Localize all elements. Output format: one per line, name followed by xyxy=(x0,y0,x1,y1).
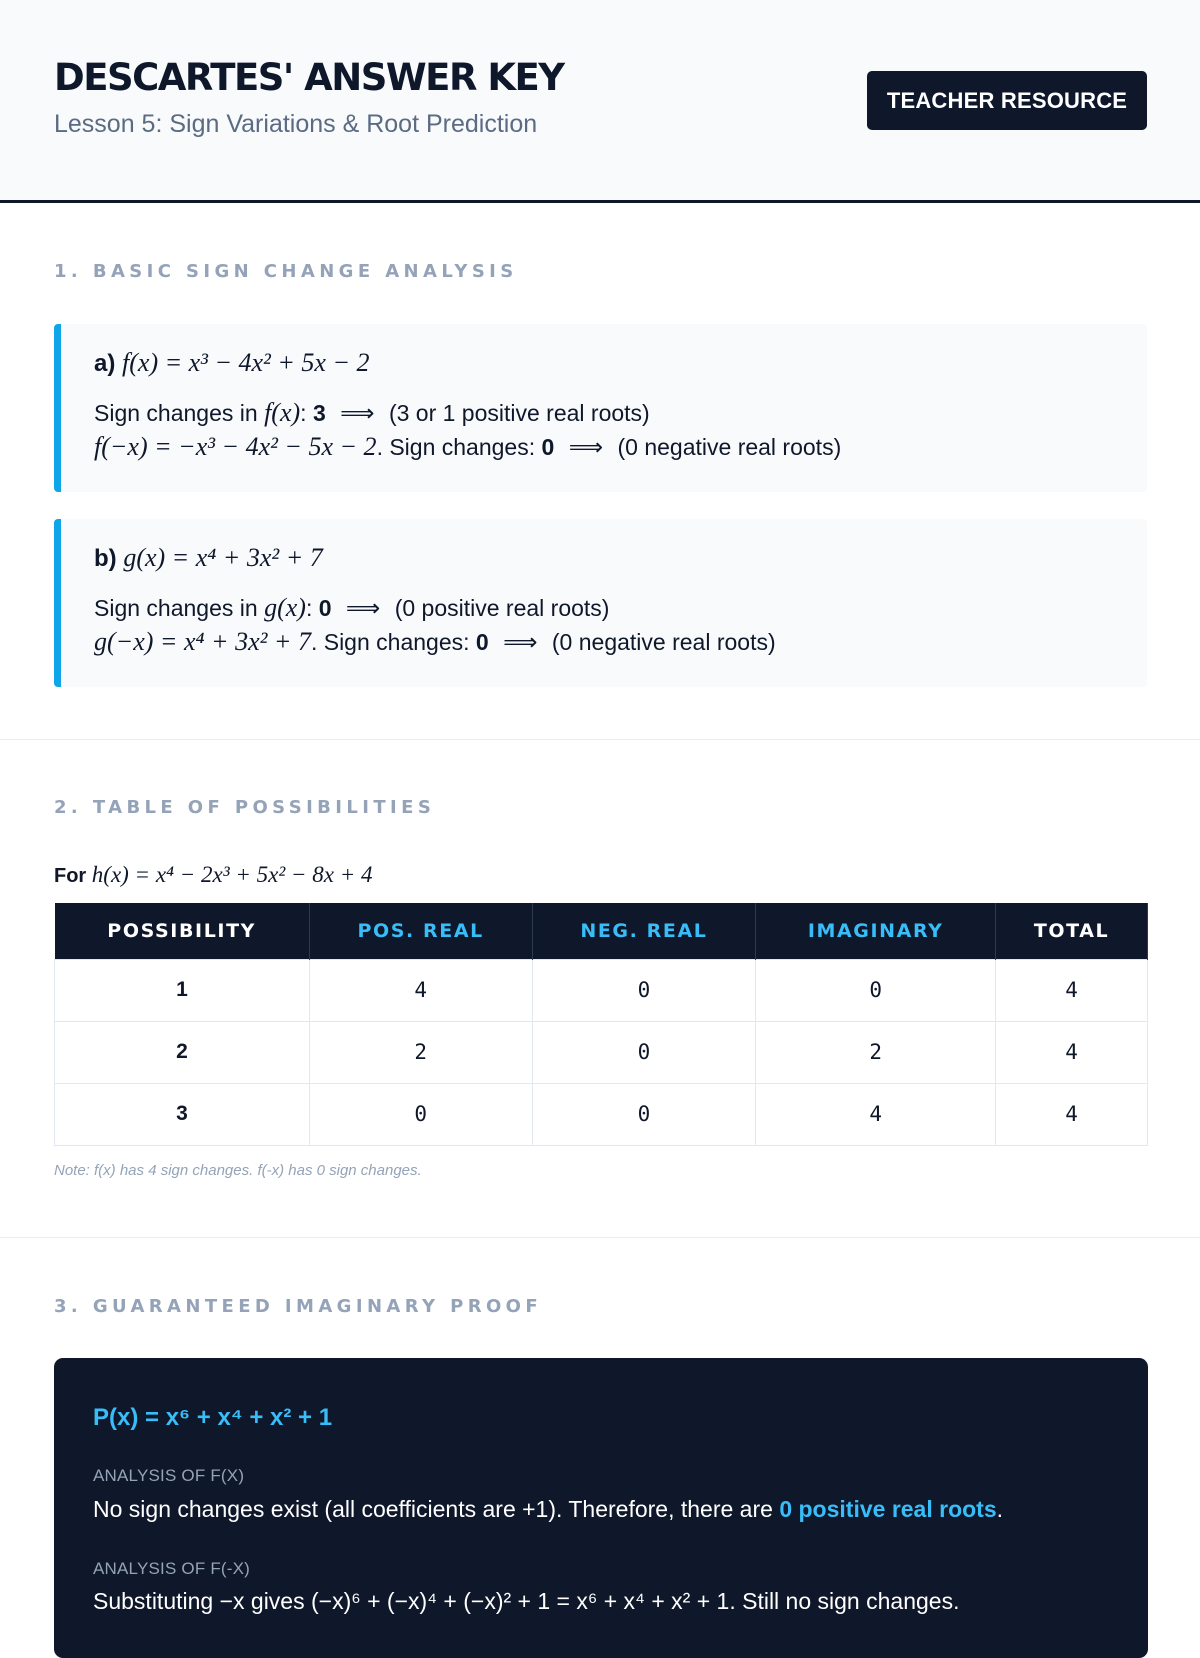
table-cell: 0 xyxy=(532,959,756,1021)
implies-arrow-icon: ⟹ xyxy=(568,433,604,461)
problem-card-b xyxy=(54,519,1147,687)
header xyxy=(0,0,1200,203)
table-row xyxy=(55,1083,1148,1145)
proof-card xyxy=(54,1358,1148,1658)
table-function: h(x) = x⁴ − 2x³ + 5x² − 8x + 4 xyxy=(91,862,373,887)
problem-b-neg-expr: g(−x) = x⁴ + 3x² + 7 xyxy=(94,627,311,656)
section-2-heading: 2. TABLE OF POSSIBILITIES xyxy=(54,797,436,818)
table-row xyxy=(55,959,1148,1021)
table-cell: 3 xyxy=(55,1083,310,1145)
problem-b-statement xyxy=(94,543,323,573)
for-label: For xyxy=(54,865,87,887)
problem-b-pos-fn: g(x) xyxy=(264,593,306,622)
analysis-neg-label: ANALYSIS OF F(-X) xyxy=(93,1559,251,1578)
table-row xyxy=(55,1021,1148,1083)
problem-a-pos-fn: f(x) xyxy=(264,398,301,427)
analysis-pos-label: ANALYSIS OF F(X) xyxy=(93,1466,245,1485)
problem-a-function: f(x) = x³ − 4x² + 5x − 2 xyxy=(122,348,370,377)
problem-a-pos-result: (3 or 1 positive real roots) xyxy=(388,400,650,426)
table-cell: 1 xyxy=(55,959,310,1021)
analysis-pos-end: . xyxy=(996,1496,1004,1522)
problem-b-neg-result: (0 negative real roots) xyxy=(551,629,776,655)
table-header-row xyxy=(55,903,1148,959)
problem-b-neg-prefix: . Sign changes: xyxy=(310,629,470,655)
column-header: TOTAL xyxy=(996,903,1148,959)
table-cell: 2 xyxy=(55,1021,310,1083)
table-cell: 4 xyxy=(996,1021,1148,1083)
possibilities-table xyxy=(54,903,1148,1146)
implies-arrow-icon: ⟹ xyxy=(503,628,538,656)
section-divider xyxy=(0,739,1200,740)
problem-b-label: b) xyxy=(94,545,117,572)
column-header: NEG. REAL xyxy=(532,903,756,959)
table-cell: 0 xyxy=(756,959,996,1021)
problem-b-negative-line xyxy=(94,627,776,657)
analysis-pos-text xyxy=(93,1496,1003,1523)
teacher-resource-badge: TEACHER RESOURCE xyxy=(867,71,1147,130)
page-subtitle: Lesson 5: Sign Variations & Root Prediction xyxy=(54,110,538,138)
analysis-neg-text: Substituting −x gives (−x)⁶ + (−x)⁴ + (−x)² + 1 = x⁶ + x⁴ + x² + 1. Still no sign changes. xyxy=(93,1588,960,1614)
table-cell: 4 xyxy=(756,1083,996,1145)
implies-arrow-icon: ⟹ xyxy=(345,594,381,622)
problem-b-pos-result: (0 positive real roots) xyxy=(394,595,610,621)
problem-a-statement xyxy=(94,348,370,378)
problem-a-positive-line: Sign changes in f(x): 3 ⟹ (3 or 1 positive real roots) xyxy=(94,398,650,427)
table-function-label xyxy=(54,862,373,888)
problem-a-neg-count: 0 xyxy=(541,434,555,460)
analysis-pos-highlight: 0 positive real roots xyxy=(779,1496,997,1522)
table-cell: 0 xyxy=(532,1083,756,1145)
problem-b-pos-count: 0 xyxy=(318,595,332,621)
table-cell: 0 xyxy=(309,1083,532,1145)
problem-b-neg-count: 0 xyxy=(475,629,489,655)
section-1-heading: 1. BASIC SIGN CHANGE ANALYSIS xyxy=(54,261,518,282)
table-cell: 4 xyxy=(309,959,532,1021)
problem-a-neg-result: (0 negative real roots) xyxy=(617,434,842,460)
problem-a-neg-prefix: . Sign changes: xyxy=(376,434,536,460)
implies-arrow-icon: ⟹ xyxy=(340,399,375,427)
section-3-heading: 3. GUARANTEED IMAGINARY PROOF xyxy=(54,1296,543,1317)
table-note: Note: f(x) has 4 sign changes. f(-x) has 0 sign changes. xyxy=(54,1162,422,1179)
problem-b-positive-line: Sign changes in g(x): 0 ⟹ (0 positive real roots) xyxy=(94,593,610,622)
column-header: IMAGINARY xyxy=(756,903,996,959)
table-cell: 4 xyxy=(996,959,1148,1021)
problem-a-neg-expr: f(−x) = −x³ − 4x² − 5x − 2 xyxy=(94,432,377,461)
problem-a-pos-count: 3 xyxy=(312,400,326,426)
column-header: POS. REAL xyxy=(309,903,532,959)
problem-a-negative-line xyxy=(94,432,841,462)
problem-card-a xyxy=(54,324,1147,492)
column-header: POSSIBILITY xyxy=(55,903,310,959)
page-title: DESCARTES' ANSWER KEY xyxy=(54,56,564,99)
table-cell: 4 xyxy=(996,1083,1148,1145)
table-cell: 2 xyxy=(756,1021,996,1083)
problem-a-pos-prefix: Sign changes in xyxy=(94,400,258,426)
problem-a-label: a) xyxy=(94,350,116,377)
problem-b-function: g(x) = x⁴ + 3x² + 7 xyxy=(123,543,323,572)
section-divider xyxy=(0,1237,1200,1238)
proof-title: P(x) = x⁶ + x⁴ + x² + 1 xyxy=(93,1404,333,1431)
table-cell: 0 xyxy=(532,1021,756,1083)
analysis-pos-body: No sign changes exist (all coefficients are +1). Therefore, there are xyxy=(93,1496,773,1522)
problem-b-pos-prefix: Sign changes in xyxy=(94,595,258,621)
table-cell: 2 xyxy=(309,1021,532,1083)
